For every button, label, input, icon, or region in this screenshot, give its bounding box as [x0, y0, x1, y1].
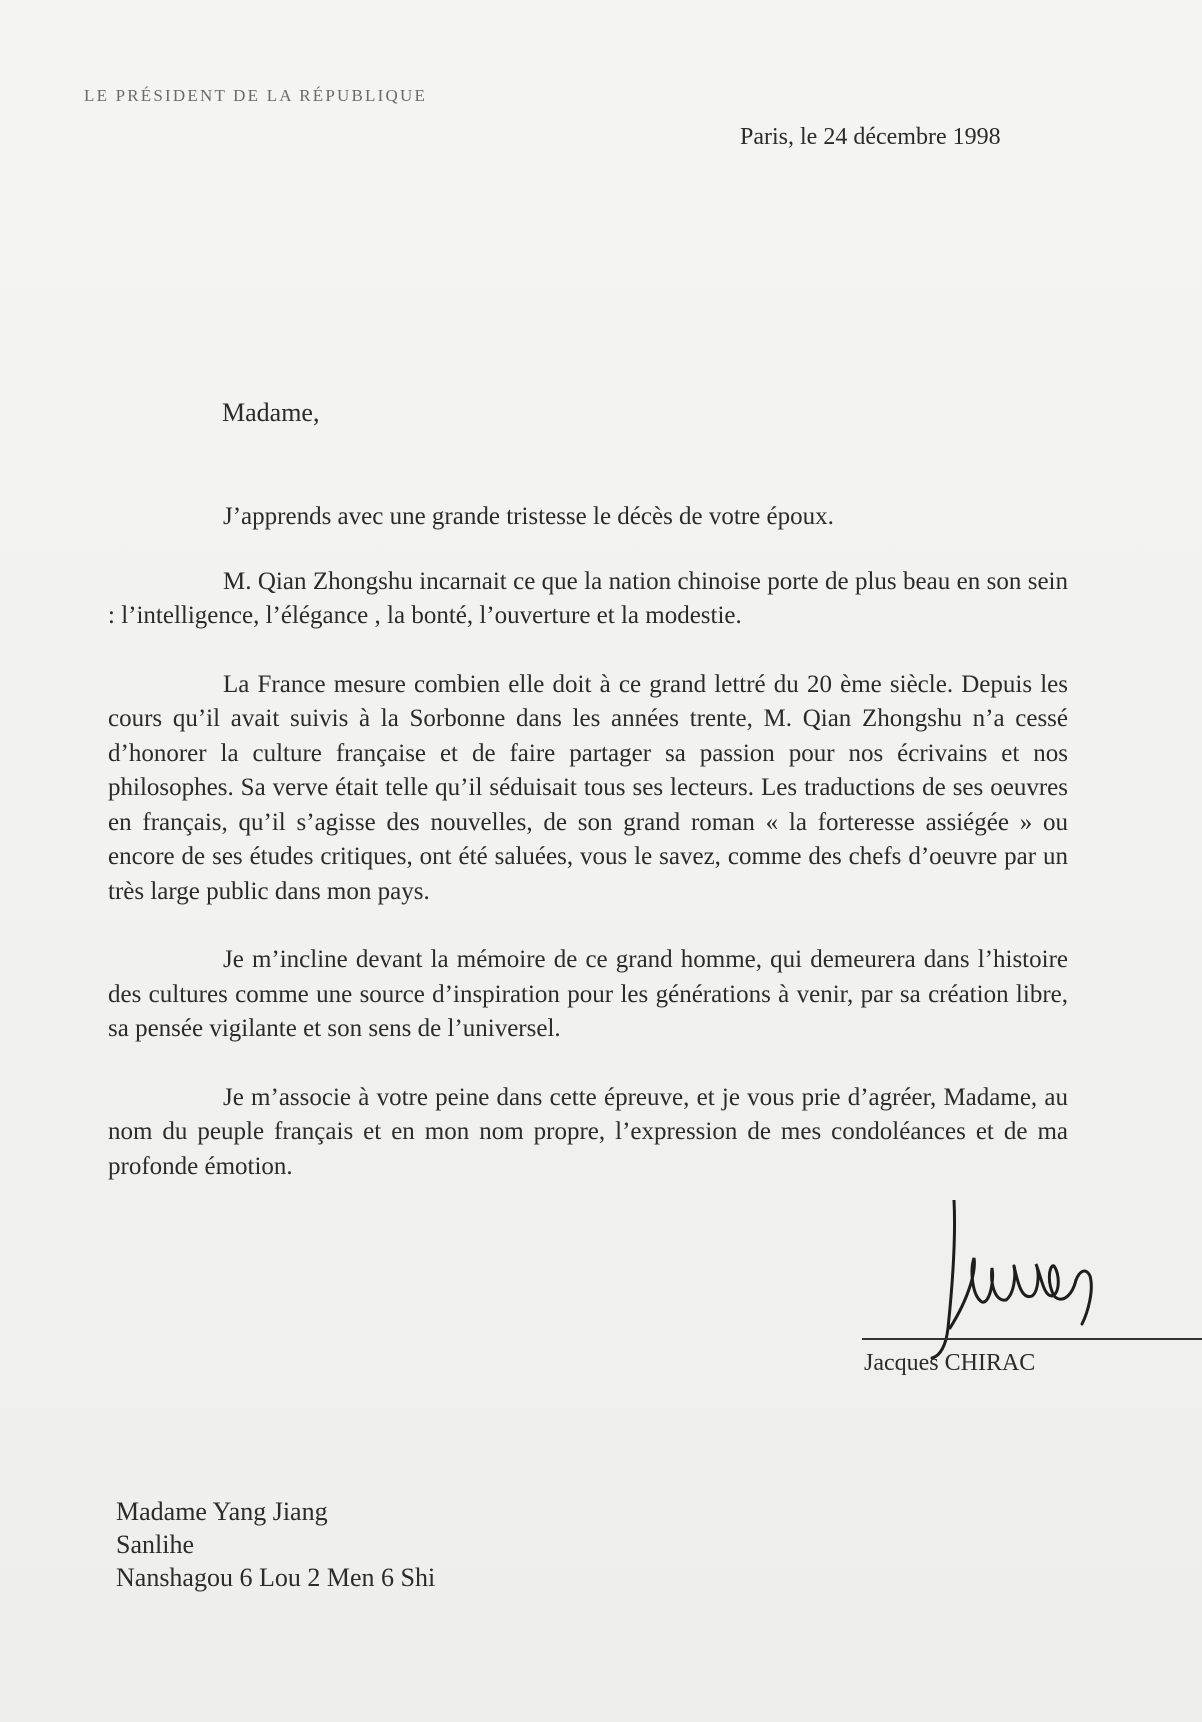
paragraph-condolence-opening: J’apprends avec une grande tristesse le décès de votre époux. — [223, 503, 834, 530]
date-line: Paris, le 24 décembre 1998 — [740, 124, 1001, 150]
address-street: Nanshagou 6 Lou 2 Men 6 Shi — [116, 1563, 436, 1592]
signer-name: Jacques CHIRAC — [864, 1350, 1036, 1376]
paragraph-france-debt: La France mesure combien elle doit à ce grand lettré du 20 ème siècle. Depuis les cours qu’il avait suivis à la Sorbonne dans les années trente, M. Qian Zhongshu n’a cessé d’honorer la culture française et de faire partager sa passion pour nos écrivains et nos philosophes. Sa verve était telle qu’il séduisait tous ses lecteurs. Les traductions de ses oeuvres en français, qu’il s’agisse des nouvelles, de son grand roman « la forteresse assiégée » ou encore de ses études critiques, ont été saluées, vous le savez, comme des chefs d’oeuvre par un très large public dans mon pays. — [108, 670, 1068, 905]
paragraph-tribute: M. Qian Zhongshu incarnait ce que la nation chinoise porte de plus beau en son sein : l’intelligence, l’élégance , la bonté, l’ouverture et la modestie. — [108, 567, 1068, 629]
paragraph-memory: Je m’incline devant la mémoire de ce grand homme, qui demeurera dans l’histoire des cultures comme une source d’inspiration pour les générations à venir, par sa création libre, sa pensée vigilante et son sens de l’universel. — [108, 946, 1068, 1042]
address-recipient: Madame Yang Jiang — [116, 1497, 328, 1526]
letterhead: LE PRÉSIDENT DE LA RÉPUBLIQUE — [84, 86, 428, 105]
signature-line — [862, 1338, 1202, 1340]
letter-body — [108, 500, 1068, 1218]
address-district: Sanlihe — [116, 1530, 194, 1559]
salutation: Madame, — [222, 398, 320, 427]
handwritten-signature-icon — [930, 1200, 1130, 1360]
paragraph-closing: Je m’associe à votre peine dans cette épreuve, et je vous prie d’agréer, Madame, au nom du peuple français et en mon nom propre, l’expression de mes condoléances et de ma profonde émotion. — [108, 1083, 1068, 1180]
recipient-address — [116, 1495, 435, 1594]
